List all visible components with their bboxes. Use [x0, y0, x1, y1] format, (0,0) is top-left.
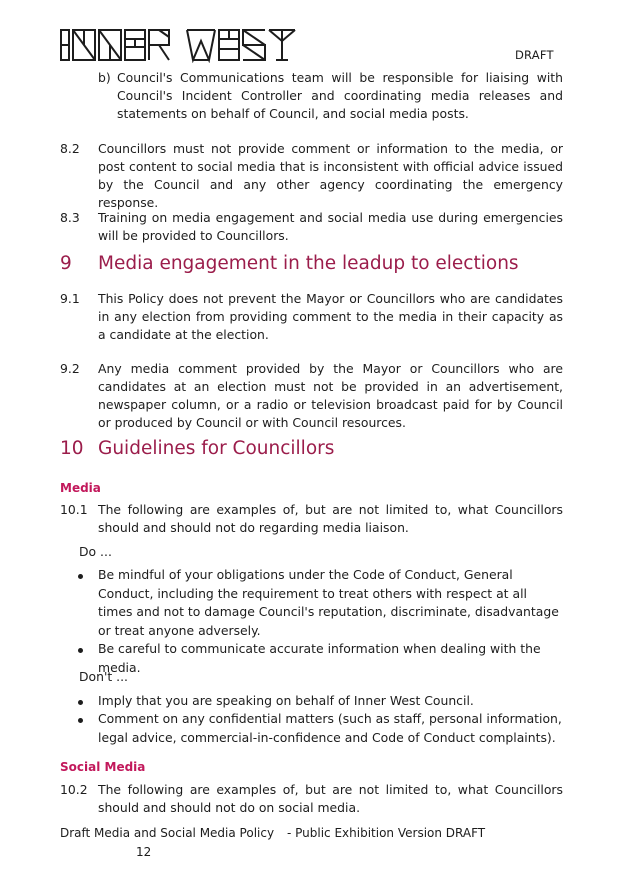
footer-version: - Public Exhibition Version DRAFT [287, 826, 486, 840]
footer-title: Draft Media and Social Media Policy [60, 826, 275, 840]
clause-text: The following are examples of, but are not limited to, what Councillors should and should not do on social media. [98, 782, 563, 815]
section-number: 10 [60, 438, 84, 459]
clause-text: The following are examples of, but are not limited to, what Councillors should and should not do regarding media liaison. [98, 502, 563, 535]
bullet-icon [78, 648, 83, 653]
bullet-text: Be careful to communicate accurate information when dealing with the media. [98, 641, 541, 675]
section-number: 9 [60, 253, 72, 274]
section-heading: Guidelines for Councillors [98, 438, 335, 459]
clause-text: Councillors must not provide comment or information to the media, or post content to social media that is inconsistent with official advice issued by the Council and any other agency coordinating the emergency response. [98, 141, 563, 210]
clause-number: 9.1 [60, 291, 80, 306]
page-number: 12 [136, 845, 152, 859]
clause-number: 10.1 [60, 502, 88, 517]
list-item-marker: b) [98, 70, 111, 85]
section-heading: Media engagement in the leadup to elections [98, 253, 519, 274]
bullet-text: Imply that you are speaking on behalf of Inner West Council. [98, 693, 474, 708]
clause-number: 9.2 [60, 361, 80, 376]
clause-text: This Policy does not prevent the Mayor or Councillors who are candidates in any election from providing comment to the media in their capacity as a candidate at the election. [98, 291, 563, 342]
list-item-text: Council's Communications team will be responsible for liaising with Council's Incident Controller and coordinating media releases and statements on behalf of Council, and social media posts. [117, 70, 563, 121]
subheading-social-media: Social Media [60, 760, 146, 774]
bullet-icon [78, 574, 83, 579]
dont-label: Don't ... [79, 669, 128, 684]
clause-number: 8.2 [60, 141, 80, 156]
clause-number: 10.2 [60, 782, 88, 797]
bullet-icon [78, 700, 83, 705]
inner-west-logo [60, 27, 298, 63]
draft-watermark-label: DRAFT [515, 48, 554, 62]
do-label: Do ... [79, 544, 112, 559]
bullet-icon [78, 718, 83, 723]
clause-text: Training on media engagement and social media use during emergencies will be provided to Councillors. [98, 210, 563, 243]
subheading-media: Media [60, 481, 101, 495]
clause-number: 8.3 [60, 210, 80, 225]
bullet-text: Be mindful of your obligations under the Code of Conduct, General Conduct, including the requirement to treat others with respect at all times and not to damage Council's reputation, discriminate, disadvantage or treat anyone adversely. [98, 567, 559, 638]
clause-text: Any media comment provided by the Mayor or Councillors who are candidates at an election must not be provided in an advertisement, newspaper column, or a radio or television broadcast paid for by Council or produced by Council or with Council resources. [98, 361, 563, 430]
bullet-text: Comment on any confidential matters (such as staff, personal information, legal advice, commercial-in-confidence and Code of Conduct complaints). [98, 711, 562, 745]
